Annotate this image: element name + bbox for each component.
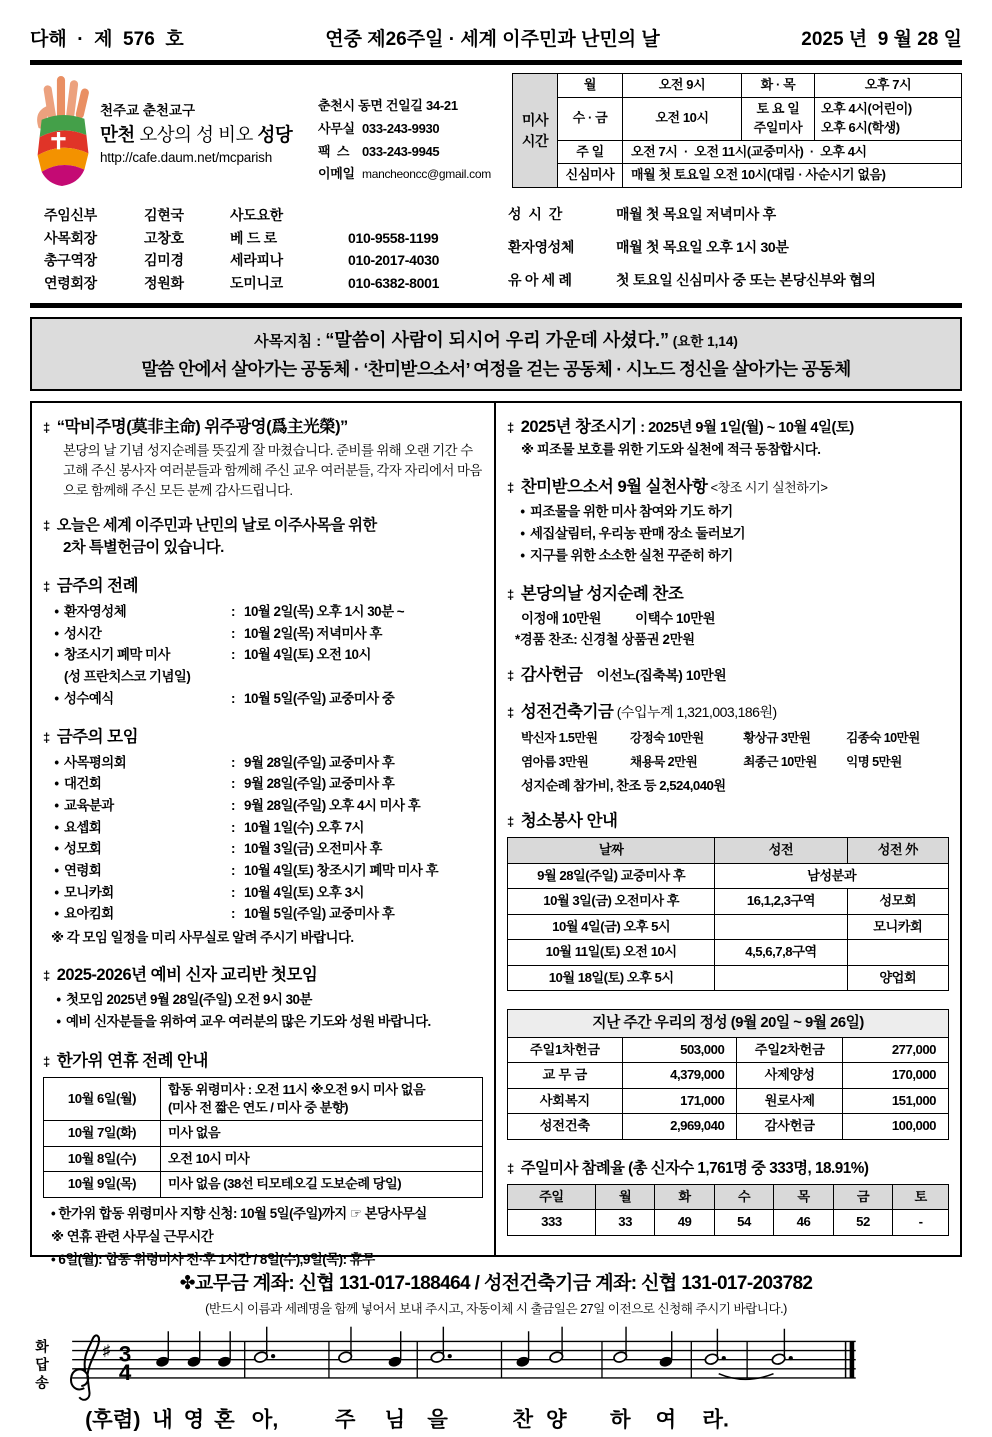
contact-block [318,95,508,186]
liturgy-item: • 성시간 : 10월 2일(목) 저녁미사 후 [49,623,483,645]
schedule-row: 유 아 세 례 첫 토요일 신심미사 중 또는 본당신부와 협의 [508,272,876,288]
liturgy-item: • 환자영성체 : 10월 2일(목) 오후 1시 30분 ~ [49,601,483,623]
section-laudato-si: ‡ 찬미받으소서 9월 실천사항 <창조 시기 실천하기> • 피조물을 위한 미사 참여와 기도 하기 • 세집살림터, 우리농 판매 장소 둘러보기 • 지구를 위한 소소한 실천 꾸준히 하기 [507,473,949,567]
table-row: 주일 월 화 수 목 금 토 [508,1184,949,1209]
gift-donation: *경품 찬조: 신경철 상품권 2만원 [515,632,695,648]
liturgy-item: • 창조시기 폐막 미사 : 10월 4일(토) 오전 10시 [49,644,483,666]
cross-icon: ‡ [507,587,514,603]
staff-row: 사목회장 고창호 베 드 로 010-9558-1199 [44,229,439,246]
table-row: 성전건축 2,969,040 감사헌금 100,000 [508,1114,949,1139]
svg-text:여: 여 [655,1407,677,1432]
liturgy-item: • 성수예식 : 10월 5일(주일) 교중미사 중 [49,688,483,710]
catechism-item: • 첫모임 2025년 9월 28일(주일) 오전 9시 30분 [51,989,483,1011]
mass-cell: 월 [558,74,623,98]
parish-url: http://cafe.daum.net/mcparish [100,150,273,165]
mass-cell: 오후 7시 [815,74,962,98]
cross-icon: ‡ [43,518,50,534]
table-row: 10월 8일(수) 오전 10시 미사 [44,1146,483,1171]
issue-number: 다해 · 제 576 호 [30,29,184,50]
mass-cell: 오전 9시 [623,74,742,98]
section-thanks-offering: ‡ 감사헌금 이선노(집축복) 10만원 [507,666,727,685]
laudato-item: • 세집살림터, 우리농 판매 장소 둘러보기 [515,523,949,545]
cross-icon: ‡ [507,419,514,435]
section-pilgrimage-thanks: ‡ “막비주명(莫非主命) 위주광영(爲主光榮)” 본당의 날 기념 성지순례를 뜻깊게 잘 마쳤습니다. 준비를 위해 오랜 기간 수고해 주신 봉사자 여러분들과 함께해 주신 교우 여러분들, 각자 자리에서 마음으로 함께해 주신 모든 분께 감사드립니다. [43,413,483,501]
office-phone: 사무실 033-243-9930 [318,120,440,136]
music-staff [62,1325,874,1437]
staff-list [30,204,508,295]
parish-info-band [30,73,962,194]
cleaning-table [507,837,949,991]
table-row: 10월 7일(화) 미사 없음 [44,1121,483,1146]
treble-clef-icon [71,1335,99,1399]
table-row: 10월 18일(토) 오후 5시 양업회 [508,965,949,990]
meeting-item: • 사목평의회 : 9월 28일(주일) 교중미사 후 [49,752,483,774]
issue-date: 2025 년 9 월 28 일 [801,29,962,50]
section-building-fund: ‡ 성전건축기금 (수입누계 1,321,003,186원) 박신자 1.5만원 강정숙 10만원 황상규 3만원 김종숙 10만원 염아름 3만원 채용묵 2만원 최종근 10만원 익명 5만원 성지순례 참가비, 찬조 등 2,524,040원 [507,698,949,794]
section-meetings-week: ‡ 금주의 모임 • 사목평의회 : 9월 28일(주일) 교중미사 후 • 대건회 : 9월 28일(주일) 교중미사 후 • 교육분과 : 9월 28일(주일) 오후 4시 미사 후 • 요셉회 : 10월 1일(수) 오후 7시 • 성모회 : 10월 3일(금) 오전미사 후 • 연령회 : 10월 4일(토) 창조시기 폐막 미사 후 • 모니카회 : 10월 4일(토) 오후 3시 • 요아킴회 : 10월 5일(주일) 교중미사 후 ※ 각 모임 일정을 미리 사무실로 알려 주시기 바랍니다. [43,723,483,949]
table-row: 333 33 49 54 46 52 - [508,1210,949,1235]
meeting-item: • 교육분과 : 9월 28일(주일) 오후 4시 미사 후 [49,795,483,817]
meeting-item: • 성모회 : 10월 3일(금) 오전미사 후 [49,838,483,860]
svg-text:영: 영 [183,1407,205,1432]
svg-text:을: 을 [427,1407,448,1432]
pastoral-motto-banner [30,317,962,391]
cross-icon: ‡ [507,479,514,495]
building-donors: 박신자 1.5만원 강정숙 10만원 황상규 3만원 김종숙 10만원 염아름 3만원 채용묵 2만원 최종근 10만원 익명 5만원 [521,731,920,770]
svg-text:4: 4 [118,1359,132,1385]
main-content [30,401,962,1268]
schedule-row: 성 시 간 매월 첫 목요일 저녁미사 후 [508,206,776,222]
staff-row: 주임신부 김현국 사도요한 [44,207,283,223]
svg-text:♯: ♯ [102,1342,111,1360]
section-catechism: ‡ 2025-2026년 예비 신자 교리반 첫모임 • 첫모임 2025년 9월 28일(주일) 오전 9시 30분 • 예비 신자분들을 위하여 교우 여러분의 많은 기도와 성원 바랍니다. [43,961,483,1033]
mass-cell: 매월 첫 토요일 오전 10시(대림 · 사순시기 없음) [623,164,962,188]
mass-cell: 주 일 [558,140,623,164]
section-body: 본당의 날 기념 성지순례를 뜻깊게 잘 마쳤습니다. 준비를 위해 오랜 기간 수고해 주신 봉사자 여러분들과 함께해 주신 교우 여러분들, 각자 자리에서 마음으로 함께해 주신 모든 분께 감사드립니다. [63,442,482,498]
mass-cell: 토 요 일 주일미사 [742,97,815,140]
diocese-name: 천주교 춘천교구 [100,103,196,118]
cross-icon: ‡ [43,968,50,984]
section-pilgrimage-donation: ‡ 본당의날 성지순례 찬조 이정애 10만원 이택수 10만원 *경품 찬조: 신경철 상품권 2만원 [507,580,949,648]
meeting-item: • 대건회 : 9월 28일(주일) 교중미사 후 [49,773,483,795]
table-row: 날짜 성전 성전 外 [508,838,949,863]
liturgy-item-sub: (성 프란치스코 기념일) [64,669,191,685]
mass-cell: 화 · 목 [742,74,815,98]
table-row: 사회복지 171,000 원로사제 151,000 [508,1088,949,1113]
church-name-block [100,73,318,165]
building-extra: 성지순례 참가비, 찬조 등 2,524,040원 [521,778,726,794]
left-column [32,403,496,1268]
section-liturgy-week: ‡ 금주의 전례 • 환자영성체 : 10월 2일(목) 오후 1시 30분 ~ • 성시간 : 10월 2일(목) 저녁미사 후 • 창조시기 폐막 미사 : 10월 4일(토) 오전 10시 (성 프란치스코 기념일) • 성수예식 : 10월 5일(주일) 교중미사 중 [43,572,483,710]
holiday-note2: ※ 연휴 관련 사무실 근무시간 [51,1229,214,1245]
table-row: 10월 6일(월) 합동 위령미사 : 오전 11시 ※오전 9시 미사 없음 (미사 전 짧은 연도 / 미사 중 분향) [44,1077,483,1121]
mass-cell: 수 · 금 [558,97,623,140]
mass-cell: 신심미사 [558,164,623,188]
mass-cell: 오전 10시 [623,97,742,140]
schedule-row: 환자영성체 매월 첫 목요일 오후 1시 30분 [508,239,789,255]
cross-icon: ‡ [507,705,514,721]
parish-logo-icon [30,73,94,194]
table-row: 주일1차헌금 503,000 주일2차헌금 277,000 [508,1037,949,1062]
parish-name: 만천 오상의 성 비오 성당 [100,124,293,145]
section-special-collection: ‡ 오늘은 세계 이주민과 난민의 날로 이주사목을 위한 2차 특별헌금이 있습니다. [43,517,377,557]
account-note: (반드시 이름과 세례명을 함께 넣어서 보내 주시고, 자동이체 시 출금일은 27일 이전으로 신청해 주시기 바랍니다.) [205,1301,787,1316]
meeting-item: • 연령회 : 10월 4일(토) 창조시기 폐막 미사 후 [49,860,483,882]
svg-text:3: 3 [118,1341,132,1367]
cross-icon: ‡ [507,668,514,684]
section-cleaning: ‡ 청소봉사 안내 날짜 성전 성전 外 9월 28일(주일) 교중미사 후 남성분과 10월 3일(금) 오전미사 후 16,1,2,3구역 성모회 10월 4일(금) 오후 5시 모니카회 10월 11일(토) 오전 10시 4,5,6,7,8구역 10월 18일(토) 오후 5시 양업회 [507,807,949,991]
address: 춘천시 동면 건일길 34-21 [318,98,458,113]
mass-times-label: 미사 시간 [513,74,558,188]
donor-line: 이정애 10만원 이택수 10만원 [521,611,716,627]
creation-note: ※ 피조물 보호를 위한 기도와 실천에 적극 동참합시다. [521,441,821,457]
mass-cell: 오전 7시 · 오전 11시(교중미사) · 오후 4시 [623,140,962,164]
sunday-title: 연중 제26주일 · 세계 이주민과 난민의 날 [325,29,660,50]
laudato-item: • 지구를 위한 소소한 실천 꾸준히 하기 [515,545,949,567]
section-holiday-liturgy: ‡ 한가위 연휴 전례 안내 10월 6일(월) 합동 위령미사 : 오전 11시 ※오전 9시 미사 없음 (미사 전 짧은 연도 / 미사 중 분향) 10월 7일(화) 미사 없음 10월 8일(수) 오전 10시 미사 10월 9일(목) 미사 없음 (38선 티모테오길 도보순례 당일) • 한가위 합동 위령미사 지향 신청: 10월 5일(주일)까지 ☞ 본당사무실 ※ 연휴 관련 사무실 근무시간 • 6일(월): 합동 위령미사 전·후 1시간 / 8일(수),9일(목): 휴무 [43,1047,483,1271]
svg-text:(후렴): (후렴) [85,1407,141,1432]
table-row: 교 무 금 4,379,000 사제양성 170,000 [508,1063,949,1088]
table-row: 10월 11일(토) 오전 10시 4,5,6,7,8구역 [508,940,949,965]
motto-line1: 사목지침 : “말씀이 사람이 되시어 우리 가운데 사셨다.” (요한 1,14) [254,329,738,350]
offerings-table [507,1009,949,1140]
mass-times-table [512,73,962,188]
staff-row: 연령회장 정원화 도미니코 010-6382-8001 [44,275,440,292]
svg-text:님: 님 [384,1407,406,1432]
catechism-item: • 예비 신자분들을 위하여 교우 여러분의 많은 기도와 성원 바랍니다. [51,1011,483,1033]
cross-icon: ‡ [43,419,50,435]
cross-icon: ‡ [43,579,50,595]
holiday-note1: • 한가위 합동 위령미사 지향 신청: 10월 5일(주일)까지 ☞ 본당사무실 [51,1205,427,1221]
svg-text:주: 주 [334,1407,356,1432]
table-row: 10월 9일(목) 미사 없음 (38선 티모테오길 도보순례 당일) [44,1172,483,1197]
meeting-item: • 요셉회 : 10월 1일(수) 오후 7시 [49,817,483,839]
psalm-label: 화답송 [34,1338,50,1393]
attendance-table [507,1184,949,1236]
table-row: 10월 3일(금) 오전미사 후 16,1,2,3구역 성모회 [508,889,949,914]
table-row: 지난 주간 우리의 정성 (9월 20일 ~ 9월 26일) [508,1010,949,1038]
cross-icon: ‡ [43,1053,50,1069]
section-creation-season: ‡ 2025년 창조시기 : 2025년 9월 1일(월) ~ 10월 4일(토) ※ 피조물 보호를 위한 기도와 실천에 적극 동참합시다. [507,413,949,460]
mass-cell: 오후 4시(어린이) 오후 6시(학생) [815,97,962,140]
svg-text:아,: 아, [251,1407,279,1432]
email: 이메일 mancheoncc@gmail.com [318,166,491,182]
cross-icon: ‡ [507,1160,514,1176]
motto-line2: 말씀 안에서 살아가는 공동체 · ‘찬미받으소서’ 여정을 걷는 공동체 · 시노드 정신을 살아가는 공동체 [141,358,851,379]
fax-number: 팩 스 033-243-9945 [318,143,440,159]
svg-text:양: 양 [546,1407,567,1432]
holiday-note3: • 6일(월): 합동 위령미사 전·후 1시간 / 8일(수),9일(목): 휴무 [51,1252,375,1268]
table-row: 9월 28일(주일) 교중미사 후 남성분과 [508,863,949,888]
svg-text:하: 하 [609,1407,631,1432]
sacrament-schedule [508,204,962,295]
section-weekly-offerings [507,1009,949,1140]
meeting-item: • 요아킴회 : 10월 5일(주일) 교중미사 후 [49,903,483,925]
table-row: 10월 4일(금) 오후 5시 모니카회 [508,914,949,939]
masthead [30,24,962,65]
staff-row: 총구역장 김미경 세라피나 010-2017-4030 [44,252,440,269]
svg-text:라.: 라. [702,1407,729,1432]
cross-icon: ‡ [43,729,50,745]
account-numbers-line: ✤교무금 계좌: 신협 131-017-188464 / 성전건축기금 계좌: 신협 131-017-203782 [179,1272,813,1294]
holiday-table [43,1077,483,1198]
cross-icon: ‡ [507,814,514,830]
responsorial-psalm [30,1325,962,1437]
svg-text:찬: 찬 [512,1407,534,1432]
svg-text:혼: 혼 [214,1407,235,1432]
meetings-note: ※ 각 모임 일정을 미리 사무실로 알려 주시기 바랍니다. [51,930,354,946]
svg-text:내: 내 [152,1407,173,1432]
meeting-item: • 모니카회 : 10월 4일(토) 오후 3시 [49,882,483,904]
laudato-item: • 피조물을 위한 미사 참여와 기도 하기 [515,501,949,523]
right-column [496,403,960,1255]
staff-schedule-band [30,204,962,308]
section-attendance: ‡ 주일미사 참례율 (총 신자수 1,761명 중 333명, 18.91%) 주일 월 화 수 목 금 토 333 33 49 54 46 52 - [507,1156,949,1236]
